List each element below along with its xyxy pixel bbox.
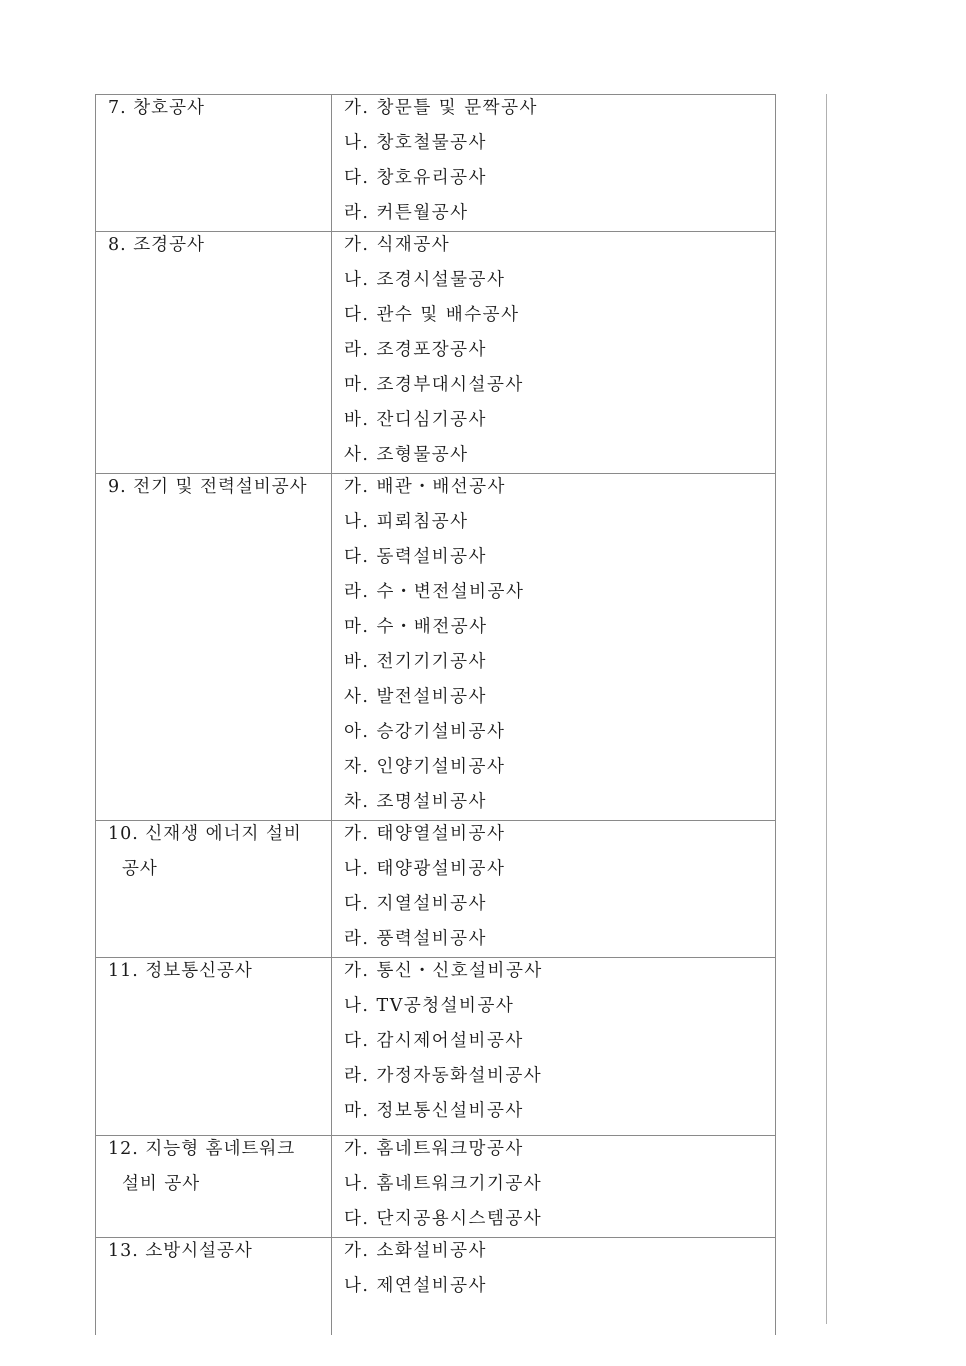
sub-item: 가. 식재공사 — [344, 235, 451, 255]
category-label — [96, 470, 331, 505]
sub-item: 마. 수・배전공사 — [344, 617, 488, 637]
table-row — [96, 232, 776, 474]
category-cell — [96, 1136, 332, 1238]
category-label — [96, 817, 331, 887]
work-category-table — [95, 94, 776, 1335]
sub-item: 다. 단지공용시스템공사 — [344, 1209, 543, 1229]
sub-item: 나. 제연설비공사 — [344, 1276, 487, 1296]
category-title: 10. 신재생 에너지 설비 — [108, 824, 302, 844]
category-title-continued: 설비 공사 — [122, 1174, 201, 1194]
category-cell — [96, 232, 332, 474]
sub-item: 나. TV공청설비공사 — [344, 996, 515, 1016]
table-row — [96, 95, 776, 232]
sub-item: 바. 잔디심기공사 — [344, 410, 487, 430]
category-cell — [96, 821, 332, 958]
sub-item: 다. 감시제어설비공사 — [344, 1031, 524, 1051]
sub-item: 나. 피뢰침공사 — [344, 512, 469, 532]
sub-items-cell — [332, 1136, 776, 1238]
category-title: 8. 조경공사 — [108, 235, 205, 255]
table-body — [96, 95, 776, 1335]
sub-item: 사. 조형물공사 — [344, 445, 469, 465]
sub-item: 가. 창문틀 및 문짝공사 — [344, 98, 538, 118]
category-label — [96, 1132, 331, 1202]
category-cell — [96, 1238, 332, 1335]
category-label — [96, 954, 331, 989]
category-title: 13. 소방시설공사 — [108, 1241, 253, 1261]
category-title: 11. 정보통신공사 — [108, 961, 253, 981]
sub-item: 바. 전기기기공사 — [344, 652, 487, 672]
sub-item: 차. 조명설비공사 — [344, 792, 487, 812]
category-label — [96, 91, 331, 126]
sub-item: 마. 조경부대시설공사 — [344, 375, 524, 395]
table-row — [96, 1238, 776, 1335]
table-row — [96, 1136, 776, 1238]
sub-item: 나. 창호철물공사 — [344, 133, 487, 153]
sub-items-cell — [332, 958, 776, 1136]
sub-item: 가. 배관・배선공사 — [344, 477, 506, 497]
sub-item: 다. 관수 및 배수공사 — [344, 305, 520, 325]
category-title: 12. 지능형 홈네트워크 — [108, 1139, 296, 1159]
sub-item: 아. 승강기설비공사 — [344, 722, 506, 742]
sub-item: 가. 통신・신호설비공사 — [344, 961, 543, 981]
category-cell — [96, 958, 332, 1136]
category-label — [96, 228, 331, 263]
sub-item: 라. 커튼월공사 — [344, 203, 469, 223]
sub-item: 사. 발전설비공사 — [344, 687, 487, 707]
sub-item: 가. 태양열설비공사 — [344, 824, 506, 844]
sub-items-cell — [332, 95, 776, 232]
category-cell — [96, 95, 332, 232]
sub-item: 다. 동력설비공사 — [344, 547, 487, 567]
category-label — [96, 1234, 331, 1269]
sub-item: 다. 창호유리공사 — [344, 168, 487, 188]
sub-items-cell — [332, 232, 776, 474]
table-row — [96, 474, 776, 821]
sub-item: 라. 수・변전설비공사 — [344, 582, 525, 602]
table-row — [96, 958, 776, 1136]
sub-item: 라. 가정자동화설비공사 — [344, 1066, 543, 1086]
sub-item: 나. 조경시설물공사 — [344, 270, 506, 290]
category-title-continued: 공사 — [122, 859, 158, 879]
sub-item: 다. 지열설비공사 — [344, 894, 487, 914]
page-right-rule — [826, 94, 827, 1324]
sub-item: 가. 홈네트워크망공사 — [344, 1139, 524, 1159]
category-title: 9. 전기 및 전력설비공사 — [108, 477, 308, 497]
sub-item: 나. 홈네트워크기기공사 — [344, 1174, 543, 1194]
table-row — [96, 821, 776, 958]
category-cell — [96, 474, 332, 821]
sub-items-cell — [332, 821, 776, 958]
sub-items-cell — [332, 474, 776, 821]
sub-item: 라. 풍력설비공사 — [344, 929, 487, 949]
sub-item: 마. 정보통신설비공사 — [344, 1101, 524, 1121]
sub-item: 나. 태양광설비공사 — [344, 859, 506, 879]
sub-item: 자. 인양기설비공사 — [344, 757, 506, 777]
sub-item: 가. 소화설비공사 — [344, 1241, 487, 1261]
category-title: 7. 창호공사 — [108, 98, 205, 118]
sub-items-cell — [332, 1238, 776, 1335]
sub-item: 라. 조경포장공사 — [344, 340, 487, 360]
